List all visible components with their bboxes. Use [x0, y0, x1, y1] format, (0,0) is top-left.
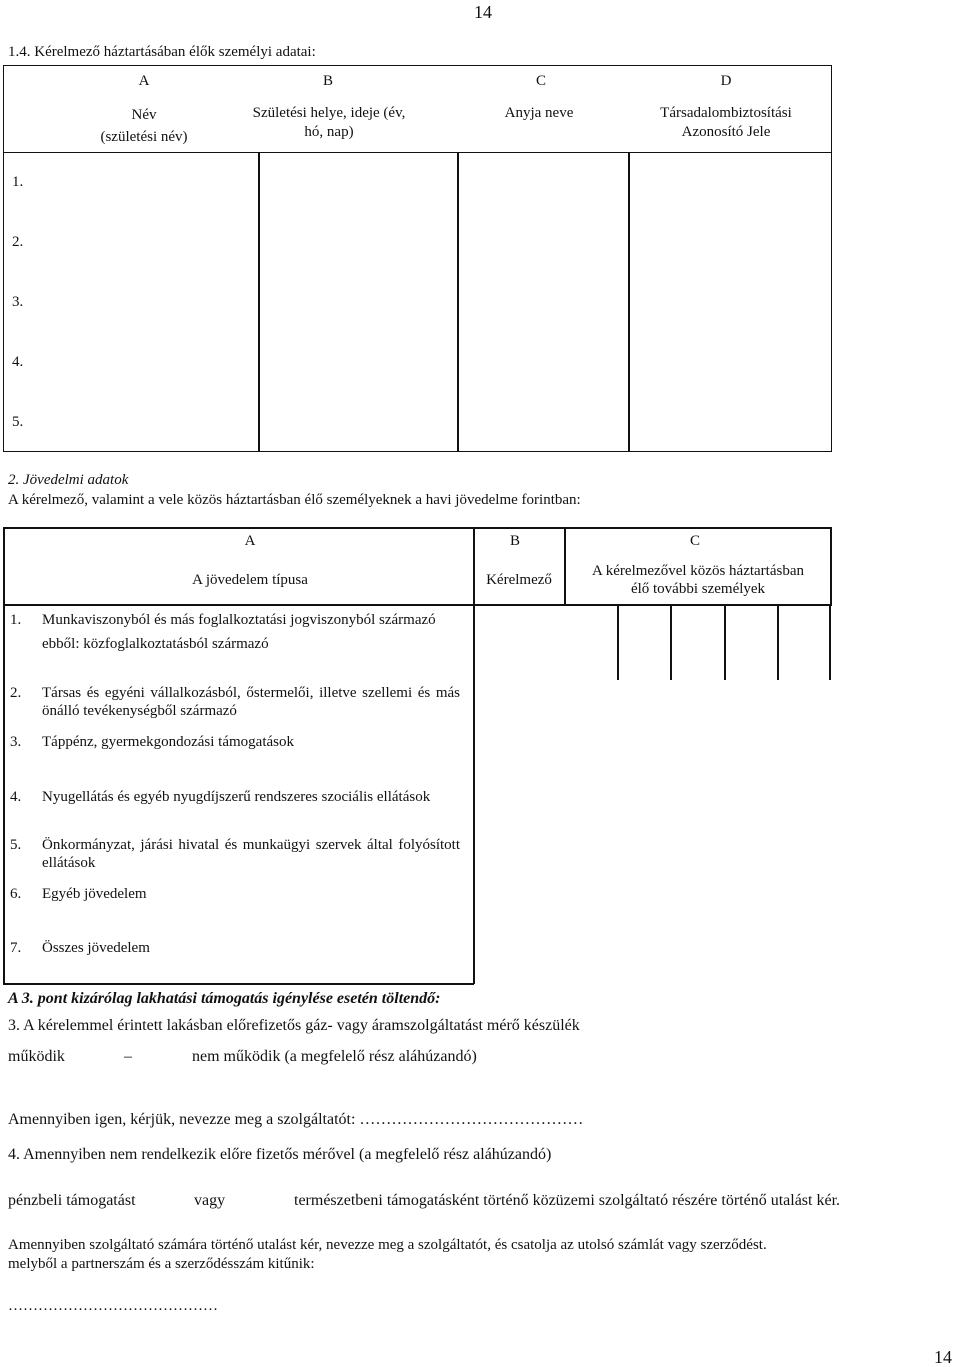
transfer-instruction-1: Amennyiben szolgáltató számára történő utalást kér, nevezze meg a szolgáltatót, és csatolja az utolsó számlát vagy szerződést. — [8, 1237, 767, 1253]
page-number-top: 14 — [474, 2, 492, 22]
income-col-letter-c: C — [689, 533, 700, 549]
income-row-2: 2. Társas és egyéni vállalkozásból, őstermelői, illetve szellemi és más önálló tevékenységből származó — [10, 685, 460, 719]
income-row-7: 7. Összes jövedelem — [10, 940, 150, 956]
meter-question: 3. A kérelemmel érintett lakásban előrefizetős gáz- vagy áramszolgáltatást mérő készülék — [8, 1017, 580, 1034]
col-header-name: Név (születési név) — [100, 107, 188, 145]
provider-line: Amennyiben igen, kérjük, nevezze meg a szolgáltatót: …………………………………… — [8, 1111, 584, 1128]
fill-in-dots: …………………………………… — [8, 1298, 218, 1314]
col-letter-d: D — [720, 73, 732, 89]
income-row-1: 1. Munkaviszonyból és más foglalkoztatási jogviszonyból származó ebből: közfoglalkoztatásból származó — [10, 611, 460, 653]
col-letter-a: A — [138, 73, 150, 89]
row-number-1: 1. — [12, 174, 24, 190]
section-3-heading: A 3. pont kizárólag lakhatási támogatás igénylése esetén töltendő: — [8, 990, 441, 1007]
col-header-taj: Társadalombiztosítási Azonosító Jele — [660, 105, 792, 140]
income-row-5: 5. Önkormányzat, járási hivatal és munkaügyi szervek által folyósított ellátások — [10, 837, 460, 871]
income-col-header-applicant: Kérelmező — [486, 572, 552, 588]
page-number-bottom: 14 — [934, 1347, 952, 1367]
income-row-1-sub: ebből: közfoglalkoztatásból származó — [42, 636, 269, 652]
income-col-letter-b: B — [509, 533, 520, 549]
col-header-mother: Anyja neve — [504, 105, 574, 121]
income-row-3: 3. Táppénz, gyermekgondozási támogatások — [10, 734, 294, 750]
income-row-6: 6. Egyéb jövedelem — [10, 886, 147, 902]
household-members-table — [3, 65, 832, 452]
section-1-title: 1.4. Kérelmező háztartásában élők személyi adatai: — [8, 44, 316, 60]
option-works[interactable]: működik — [8, 1048, 65, 1065]
col-letter-b: B — [322, 73, 333, 89]
transfer-instruction-2: melyből a partnerszám és a szerződésszám kitűnik: — [8, 1256, 315, 1272]
income-col-header-type: A jövedelem típusa — [192, 572, 308, 588]
prepaid-question: 4. Amennyiben nem rendelkezik előre fizetős mérővel (a megfelelő rész aláhúzandó) — [8, 1146, 552, 1163]
option-natural-support[interactable]: természetbeni támogatásként történő közüzemi szolgáltató részére történő utalást kér. — [294, 1192, 841, 1209]
row-number-3: 3. — [12, 294, 24, 310]
row-number-2: 2. — [12, 234, 24, 250]
col-header-birth: Születési helye, ideje (év, hó, nap) — [252, 105, 406, 140]
option-separator: – — [124, 1048, 132, 1065]
option-not-works[interactable]: nem működik (a megfelelő rész aláhúzandó) — [192, 1048, 477, 1065]
table-header-row — [4, 66, 831, 153]
section-2-subtitle: A kérelmező, valamint a vele közös háztartásban élő személyeknek a havi jövedelme forintban: — [8, 492, 581, 508]
option-or: vagy — [194, 1192, 226, 1209]
income-col-letter-a: A — [244, 533, 256, 549]
income-row-4: 4. Nyugellátás és egyéb nyugdíjszerű rendszeres szociális ellátások — [10, 789, 431, 805]
row-number-4: 4. — [12, 354, 24, 370]
option-cash-support[interactable]: pénzbeli támogatást — [8, 1192, 136, 1209]
income-col-header-others: A kérelmezővel közös háztartásban élő további személyek — [592, 563, 804, 597]
section-2-title: 2. Jövedelmi adatok — [8, 472, 129, 488]
col-letter-c: C — [535, 73, 546, 89]
row-number-5: 5. — [12, 414, 24, 430]
